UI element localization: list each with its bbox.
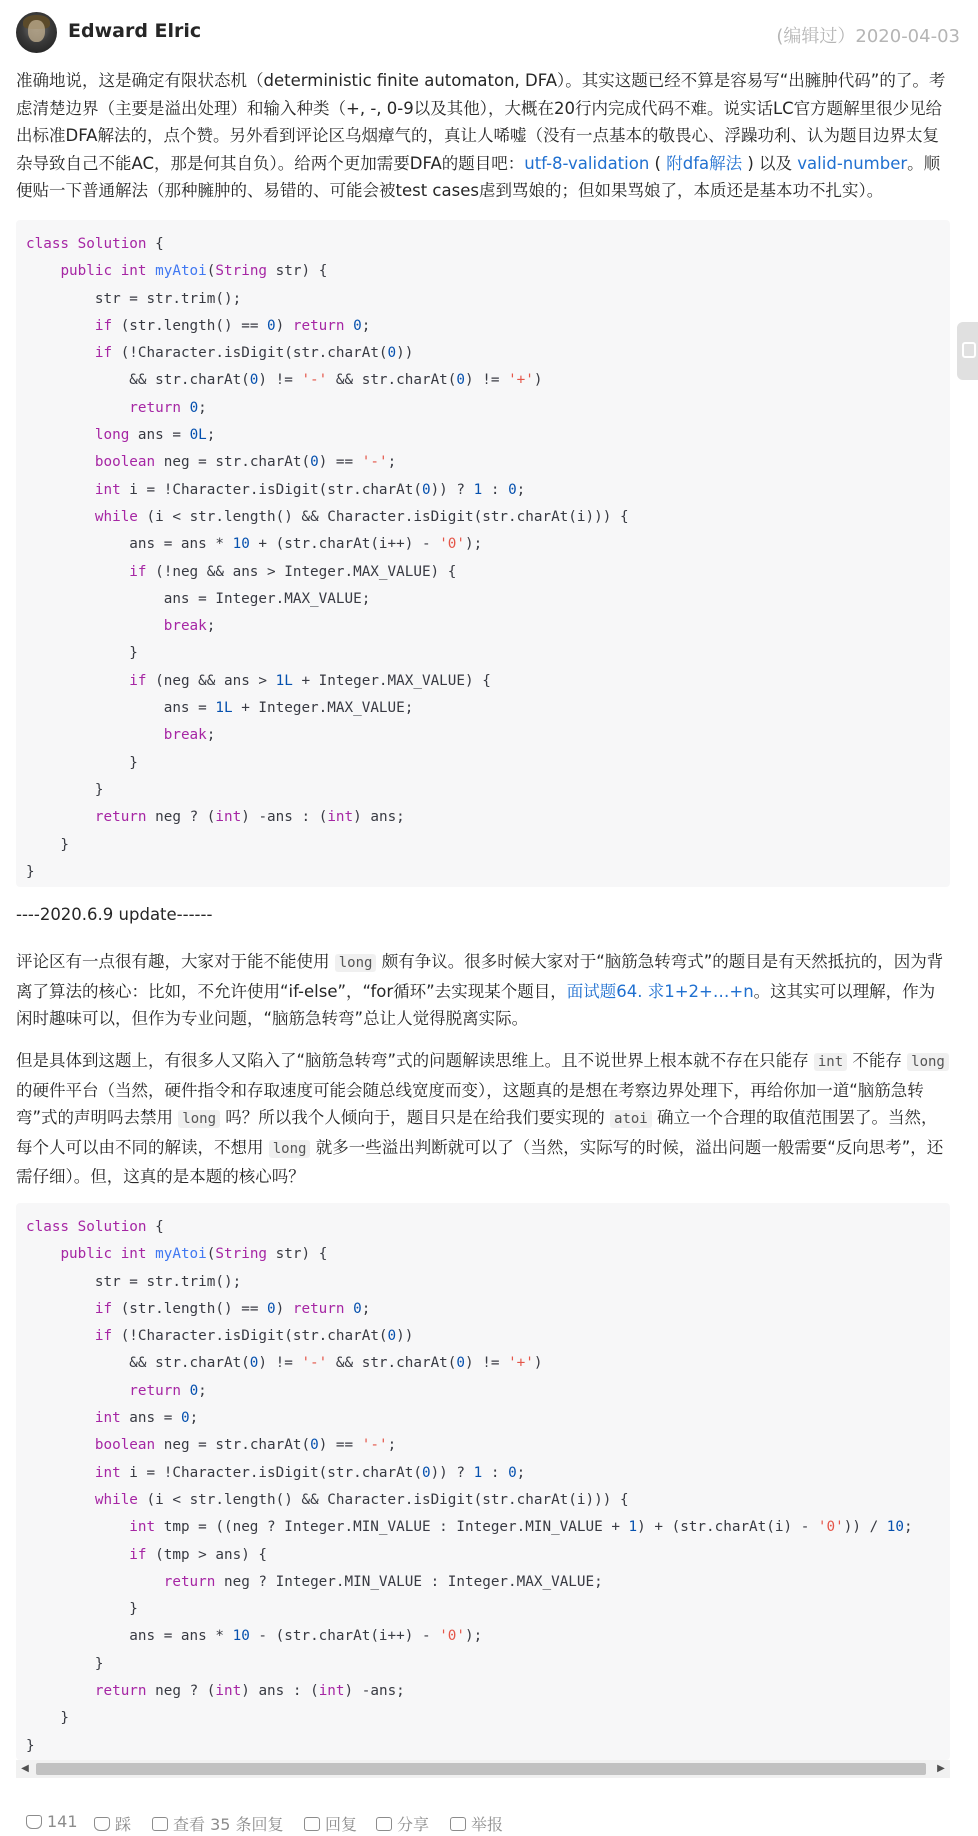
dislike-label: 踩 xyxy=(115,1815,132,1834)
code-token: } xyxy=(26,754,138,771)
reply-label: 回复 xyxy=(325,1815,358,1834)
code-token: '+' xyxy=(508,372,534,389)
code-line xyxy=(26,449,950,476)
code-token: ) xyxy=(275,317,293,334)
code-token: ; xyxy=(904,1519,913,1536)
code-line xyxy=(26,422,950,449)
reply-icon xyxy=(304,1817,320,1831)
code-line xyxy=(26,559,950,586)
inline-code: long xyxy=(335,954,377,972)
code-line xyxy=(26,859,950,886)
code-token xyxy=(26,345,95,361)
code-token: } xyxy=(26,1737,35,1754)
code-token: { xyxy=(146,1219,164,1235)
comment-icon xyxy=(152,1817,168,1831)
code-line xyxy=(26,1487,950,1514)
like-button[interactable] xyxy=(26,1812,78,1831)
code-token: ans = ans * xyxy=(26,1628,233,1645)
code-token: )) xyxy=(396,345,414,362)
code-token: '+' xyxy=(508,1355,534,1372)
code-token xyxy=(26,400,129,416)
code-token: ) != xyxy=(465,1355,509,1372)
code-token: ; xyxy=(387,1437,397,1454)
code-line xyxy=(26,231,950,258)
code-token: ; xyxy=(206,618,216,635)
code-line xyxy=(26,1514,950,1541)
code-token: myAtoi xyxy=(155,263,207,280)
code-token: } xyxy=(26,1655,104,1672)
dfa-solution-link[interactable]: 附dfa解法 xyxy=(666,153,743,173)
scroll-right-icon[interactable]: ▶ xyxy=(937,1763,945,1774)
code-token: ; xyxy=(198,399,207,416)
valid-number-link[interactable]: valid-number xyxy=(797,153,908,173)
code-token: ; xyxy=(516,481,526,498)
code-token: )) xyxy=(396,1328,414,1345)
code-token: 0 xyxy=(421,1464,431,1481)
code-line xyxy=(26,1269,950,1296)
code-token: 0 xyxy=(310,1437,319,1454)
author-name[interactable]: Edward Elric xyxy=(68,20,202,42)
code-token: '-' xyxy=(301,372,328,389)
code-token: neg ? ( xyxy=(146,809,216,826)
code-token: if xyxy=(94,345,113,362)
code-line xyxy=(26,750,950,777)
inline-code: long xyxy=(178,1110,220,1128)
scroll-thumb[interactable] xyxy=(36,1763,926,1775)
code-token: String xyxy=(215,263,268,280)
code-token: 0 xyxy=(508,1464,517,1481)
code-line xyxy=(26,668,950,695)
code-line xyxy=(26,1678,950,1705)
code-token xyxy=(26,618,164,634)
avatar[interactable] xyxy=(16,12,57,53)
code-line xyxy=(26,1596,950,1623)
code-line xyxy=(26,1405,950,1432)
code-token: return xyxy=(94,809,147,826)
code-token: '-' xyxy=(361,1437,388,1454)
code-token: 10 xyxy=(886,1519,905,1536)
code-token xyxy=(26,1519,129,1535)
code-line xyxy=(26,640,950,667)
thumbs-up-icon xyxy=(26,1815,42,1829)
code-token: tmp = ((neg ? Integer.MIN_VALUE : Integer.MIN_VALUE + xyxy=(155,1519,629,1536)
code-token: str) { xyxy=(267,263,328,280)
code-token: ) == xyxy=(318,454,362,471)
code-line xyxy=(26,1214,950,1241)
code-line xyxy=(26,258,950,285)
code-line xyxy=(26,1350,950,1377)
code-token: } xyxy=(26,1601,138,1618)
code-line xyxy=(26,1378,950,1405)
code-line xyxy=(26,722,950,749)
code-token: if xyxy=(129,672,147,689)
code-token: ans = ans * xyxy=(26,536,233,553)
paragraph-text: 的硬件平台（当然，硬件指令和存取速度可能会随总线宽度而变），这题真的是想在考察边界处理下，再给你加一道“脑筋急转弯”式的声明吗去禁用 xyxy=(16,1080,924,1127)
code-token xyxy=(26,809,95,825)
code-token: break xyxy=(163,727,207,744)
code-token xyxy=(26,509,95,525)
code-token: Solution xyxy=(77,1219,147,1235)
code-token: } xyxy=(26,645,138,662)
code-token: 10 xyxy=(232,1628,250,1645)
code-token: : xyxy=(482,481,509,498)
code-token: str) { xyxy=(267,1246,328,1263)
code-token: 0 xyxy=(310,454,319,471)
code-token: 1 xyxy=(628,1519,638,1536)
code-token: 0L xyxy=(189,427,207,444)
paragraph-text: 确立一个合理的取值范围罢了。当然，每个人可以由不同的解读，不想用 xyxy=(16,1108,938,1157)
code-line xyxy=(26,367,950,394)
code-token: ) xyxy=(275,1300,293,1317)
share-label: 分享 xyxy=(397,1815,430,1834)
code-token: ( xyxy=(206,1246,216,1263)
code-block-int-solution xyxy=(16,1203,950,1760)
code-token: ; xyxy=(387,454,397,471)
code-token: '0' xyxy=(817,1519,844,1536)
code-token: 1 xyxy=(473,481,483,498)
inline-code: int xyxy=(814,1053,847,1071)
code-token: + Integer.MAX_VALUE; xyxy=(232,700,414,717)
code-token: && str.charAt( xyxy=(26,372,250,389)
code-token: neg ? Integer.MIN_VALUE : Integer.MAX_VALUE; xyxy=(215,1573,603,1590)
code-token: return xyxy=(292,317,354,334)
code-token: + Integer.MAX_VALUE) { xyxy=(292,672,491,689)
code-token: return xyxy=(129,1382,190,1399)
code-token: ; xyxy=(361,317,371,334)
code-token xyxy=(26,427,95,443)
code-token: '-' xyxy=(301,1355,328,1372)
paragraph-text: ( xyxy=(649,153,667,173)
code-token: boolean xyxy=(94,1437,156,1454)
code-token: (i < str.length() && Character.isDigit(str.charAt(i))) { xyxy=(137,1491,629,1508)
code-token: 10 xyxy=(232,536,250,553)
code-token: 0 xyxy=(387,1328,397,1345)
code-token: long xyxy=(94,427,130,444)
code-token xyxy=(26,1383,129,1399)
code-token: ) -ans : ( xyxy=(241,809,328,826)
code-token: int xyxy=(215,1683,242,1700)
paragraph-text: 就多一些溢出判断就可以了（当然，实际写的时候，溢出问题一般需要“反向思考”，还需仔细）。但，这真的是本题的核心吗？ xyxy=(16,1137,944,1186)
code-line xyxy=(26,531,950,558)
code-token: int xyxy=(215,809,242,826)
code-line xyxy=(26,586,950,613)
paragraph-text: 吗？所以我个人倾向于，题目只是在给我们要实现的 xyxy=(220,1108,611,1127)
warning-icon xyxy=(450,1817,466,1831)
code-token: int xyxy=(318,1683,345,1700)
code-line xyxy=(26,1542,950,1569)
code-token: 0 xyxy=(189,1382,199,1399)
code-token: ) != xyxy=(258,1355,302,1372)
code-token: public int xyxy=(60,263,156,280)
paragraph-text: 。这其实可以理解，作为闲时趣味可以，但作为专业问题，“脑筋急转弯”总让人觉得脱离实际。 xyxy=(16,981,936,1028)
paragraph-core-question xyxy=(16,1047,950,1191)
code-token: ; xyxy=(189,1410,199,1427)
code-token: )) ? xyxy=(430,481,474,498)
code-token: ) ans; xyxy=(353,809,405,826)
code-token: ) xyxy=(533,372,543,389)
utf8-validation-link[interactable]: utf-8-validation xyxy=(524,153,650,173)
code-token: ) != xyxy=(258,372,302,389)
inline-code: long xyxy=(907,1053,949,1071)
paragraph-text: 。顺便贴一下普通解法（那种臃肿的、易错的、可能会被test cases虐到骂娘的；但如果骂娘了，本质还是基本功不扎实）。 xyxy=(16,153,941,200)
code-token xyxy=(26,673,129,689)
code-token: 1L xyxy=(275,672,293,689)
code-token: 0 xyxy=(353,1300,362,1317)
code-token: return xyxy=(94,1683,147,1700)
paragraph-text: 但是具体到这题上，有很多人又陷入了“脑筋急转弯”式的问题解读思维上。且不说世界上根本就不存在只能存 xyxy=(16,1051,814,1070)
code-token xyxy=(26,1328,95,1344)
code-line xyxy=(26,1705,950,1732)
code-token: 0 xyxy=(189,399,199,416)
code-token: )) / xyxy=(843,1519,887,1536)
update-note: ----2020.6.9 update------ xyxy=(16,905,213,924)
paragraph-text: ) 以及 xyxy=(742,153,798,173)
code-token: if xyxy=(129,563,147,580)
code-token: '0' xyxy=(439,536,466,553)
code-block-long-solution xyxy=(16,220,950,887)
code-line xyxy=(26,1323,950,1350)
code-token xyxy=(26,482,95,498)
code-line xyxy=(26,1569,950,1596)
code-token xyxy=(26,454,95,470)
code-token: (i < str.length() && Character.isDigit(str.charAt(i))) { xyxy=(137,508,629,525)
thumbs-down-icon xyxy=(94,1817,110,1831)
code-token: && str.charAt( xyxy=(26,1355,250,1372)
code-token: 0 xyxy=(267,317,276,334)
code-token: Solution xyxy=(77,236,147,252)
code-token: 0 xyxy=(387,345,397,362)
code-token: ) != xyxy=(465,372,509,389)
code-token: boolean xyxy=(94,454,156,471)
code-token xyxy=(26,1683,95,1699)
code-token: str = str.trim(); xyxy=(26,1273,242,1290)
code-line xyxy=(26,1733,950,1760)
code-token: ; xyxy=(206,727,216,744)
code-token: ) -ans; xyxy=(344,1683,405,1700)
code-token: (str.length() == xyxy=(112,317,268,334)
paragraph-text: 不能存 xyxy=(847,1051,908,1070)
code-token: 0 xyxy=(421,481,431,498)
code-token xyxy=(26,1410,95,1426)
code-token: } xyxy=(26,781,104,798)
code-line xyxy=(26,504,950,531)
code-token: (!Character.isDigit(str.charAt( xyxy=(112,1328,388,1345)
code-token: ; xyxy=(206,427,216,444)
code-line xyxy=(26,777,950,804)
paragraph-text: 颇有争议。很多时候大家对于“脑筋急转弯式”的题目是有天然抵抗的，因为背离了算法的核心：比如，不允许使用“if-else”，“for循环”去实现某个题目， xyxy=(16,952,944,1001)
code-token: 0 xyxy=(267,1300,276,1317)
code-token: 0 xyxy=(456,372,466,389)
code-token: { xyxy=(146,236,164,252)
code-token: if xyxy=(94,1300,113,1317)
code-token: '0' xyxy=(439,1628,466,1645)
code-token: ans = xyxy=(26,700,216,717)
code-token: neg ? ( xyxy=(146,1683,216,1700)
code-line xyxy=(26,695,950,722)
code-token: int xyxy=(94,1410,121,1427)
code-line xyxy=(26,1651,950,1678)
inline-code: long xyxy=(269,1140,311,1158)
code-token: (tmp > ans) { xyxy=(146,1546,268,1563)
comment-actions xyxy=(16,1808,956,1836)
paragraph-text: 评论区有一点很有趣，大家对于能不能使用 xyxy=(16,952,335,971)
code-token: ans = Integer.MAX_VALUE; xyxy=(26,590,371,607)
code-token: && str.charAt( xyxy=(327,372,457,389)
code-token: myAtoi xyxy=(155,1246,207,1263)
code-token: if xyxy=(94,317,113,334)
code-token: 0 xyxy=(353,317,362,334)
code-token xyxy=(26,1301,95,1317)
code-token: int xyxy=(327,809,354,826)
code-token: 1L xyxy=(215,700,233,717)
code-token xyxy=(26,318,95,334)
code-token: ); xyxy=(465,1628,483,1645)
code-token: int xyxy=(129,1519,156,1536)
share-icon xyxy=(376,1817,392,1831)
paragraph-long-debate xyxy=(16,948,950,1033)
code-token: ans = xyxy=(120,1410,181,1427)
code-token: public int xyxy=(60,1246,156,1263)
code-token: ( xyxy=(206,263,216,280)
code-line xyxy=(26,1432,950,1459)
code-token xyxy=(26,1492,95,1508)
paragraph-text: 准确地说，这是确定有限状态机（deterministic finite automaton, DFA）。其实这题已经不算是容易写“出臃肿代码”的了。考虑清楚边界（主要是溢出处理）和输入种类（+, -, 0-9以及其他），大概在20行内完成代码不难。说实话LC官方题解里很少见给出标准DFA解法的，点个赞。另外看到评论区乌烟瘴气的，真让人唏嘘（没有一点基本的敬畏心、浮躁功利、认为题目边界太复杂导致自己不能AC，那是何其自负）。给两个更加需要DFA的题目吧： xyxy=(16,71,946,173)
code-token: return xyxy=(163,1573,216,1590)
code-token: ) xyxy=(533,1355,543,1372)
code-line xyxy=(26,395,950,422)
code-token: 0 xyxy=(180,1410,190,1427)
code-token: return xyxy=(292,1300,354,1317)
code-line xyxy=(26,286,950,313)
code-token xyxy=(26,1465,95,1481)
code-token: + (str.charAt(i++) - xyxy=(249,536,440,553)
reply-button[interactable] xyxy=(304,1812,357,1835)
code-token: (str.length() == xyxy=(112,1300,268,1317)
code-token xyxy=(26,727,164,743)
comment-header xyxy=(16,12,960,54)
code-token: ; xyxy=(198,1382,207,1399)
code-token: ans = xyxy=(129,427,190,444)
code-token: : xyxy=(482,1464,509,1481)
like-count: 141 xyxy=(47,1812,78,1831)
code-token: while xyxy=(94,508,138,525)
code-line xyxy=(26,832,950,859)
code-line xyxy=(26,340,950,367)
code-token: neg = str.charAt( xyxy=(155,454,311,471)
code-token: )) ? xyxy=(430,1464,474,1481)
view-replies-button[interactable] xyxy=(152,1812,284,1835)
code-token: 0 xyxy=(456,1355,466,1372)
view-replies-label: 查看 35 条回复 xyxy=(173,1815,284,1834)
share-button[interactable] xyxy=(376,1812,429,1835)
code-line xyxy=(26,1296,950,1323)
code-token: ; xyxy=(516,1464,526,1481)
code-token xyxy=(26,263,60,279)
edit-icon xyxy=(962,342,976,358)
code-token: i = !Character.isDigit(str.charAt( xyxy=(120,1464,422,1481)
code-token: 1 xyxy=(473,1464,483,1481)
code-token: ; xyxy=(361,1300,371,1317)
interview-question-64-link[interactable]: 面试题64. 求1+2+…+n xyxy=(566,981,754,1001)
code-line xyxy=(26,613,950,640)
edit-date: (编辑过）2020-04-03 xyxy=(776,26,960,47)
code-token: if xyxy=(94,1328,113,1345)
code-token: ) + (str.charAt(i) - xyxy=(637,1519,818,1536)
code-token: str = str.trim(); xyxy=(26,290,242,307)
report-button[interactable] xyxy=(450,1812,503,1835)
code-token: neg = str.charAt( xyxy=(155,1437,311,1454)
code-token: while xyxy=(94,1491,138,1508)
paragraph-dfa-intro xyxy=(16,67,950,205)
report-label: 举报 xyxy=(471,1815,504,1834)
side-feedback-tab[interactable] xyxy=(957,322,978,380)
code-line xyxy=(26,1241,950,1268)
code-token: i = !Character.isDigit(str.charAt( xyxy=(120,481,422,498)
code-line xyxy=(26,1460,950,1487)
code-token: 0 xyxy=(249,372,259,389)
code-token: 0 xyxy=(508,481,517,498)
code-token: if xyxy=(129,1546,147,1563)
code-token: (!neg && ans > Integer.MAX_VALUE) { xyxy=(146,563,457,580)
code-token: int xyxy=(94,1464,121,1481)
code-line xyxy=(26,1623,950,1650)
code-token: String xyxy=(215,1246,268,1263)
code-token xyxy=(26,1574,164,1590)
code-token: break xyxy=(163,618,207,635)
code-token xyxy=(26,1437,95,1453)
code-token: ); xyxy=(465,536,483,553)
code-token: (neg && ans > xyxy=(146,672,276,689)
code-line xyxy=(26,804,950,831)
code-horizontal-scrollbar[interactable] xyxy=(16,1760,950,1778)
code-token: ) ans : ( xyxy=(241,1683,319,1700)
code-token: } xyxy=(26,1710,70,1727)
code-token xyxy=(26,1246,60,1262)
code-token: - (str.charAt(i++) - xyxy=(249,1628,440,1645)
code-line xyxy=(26,477,950,504)
avatar-face xyxy=(28,20,45,42)
code-token: } xyxy=(26,863,35,880)
dislike-button[interactable] xyxy=(94,1812,131,1835)
code-token: (!Character.isDigit(str.charAt( xyxy=(112,345,388,362)
code-token: && str.charAt( xyxy=(327,1355,457,1372)
code-token: '-' xyxy=(361,454,388,471)
scroll-left-icon[interactable]: ◀ xyxy=(21,1763,29,1774)
inline-code: atoi xyxy=(610,1110,652,1128)
code-token: } xyxy=(26,836,70,853)
code-token: int xyxy=(94,481,121,498)
code-token xyxy=(26,1547,129,1563)
code-token: ) == xyxy=(318,1437,362,1454)
code-token: class xyxy=(26,1219,78,1235)
code-token: 0 xyxy=(249,1355,259,1372)
code-token xyxy=(26,564,129,580)
code-token: class xyxy=(26,236,78,252)
code-line xyxy=(26,313,950,340)
code-token: return xyxy=(129,399,190,416)
